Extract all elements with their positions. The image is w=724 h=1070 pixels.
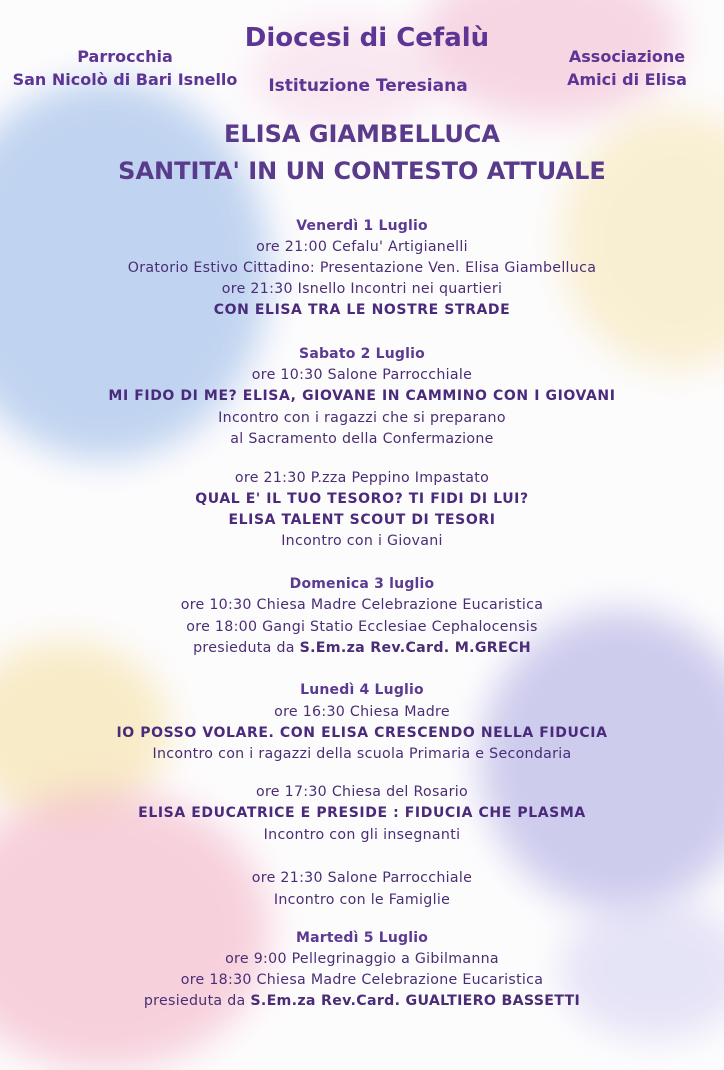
monday-line-1: ore 16:30 Chiesa Madre (274, 704, 450, 720)
institution-subtitle: Istituzione Teresiana (268, 76, 468, 96)
association-line-2: Amici di Elisa (567, 70, 687, 89)
monday-day-heading: Lunedì 4 Luglio (300, 682, 424, 698)
tuesday-day-heading: Martedì 5 Luglio (295, 930, 429, 946)
monday-line-3: Incontro con i ragazzi della scuola Primaria e Secondaria (152, 746, 572, 762)
sunday-line-1: ore 10:30 Chiesa Madre Celebrazione Eucaristica (180, 597, 544, 613)
association-line-1: Associazione (568, 47, 686, 66)
saturday-line-8: Incontro con i Giovani (281, 533, 443, 549)
saturday-line-1: ore 10:30 Salone Parrocchiale (251, 367, 473, 383)
event-title-line-1: ELISA GIAMBELLUCA (223, 120, 500, 148)
parish-line-1: Parrocchia (77, 47, 173, 66)
tuesday-cardinal-name: S.Em.za Rev.Card. GUALTIERO BASSETTI (250, 993, 581, 1009)
tuesday-presided-prefix: presieduta da (143, 993, 251, 1009)
friday-day-heading: Venerdì 1 Luglio (296, 218, 428, 234)
saturday-line-4: al Sacramento della Confermazione (230, 431, 494, 447)
tuesday-line-3 (0, 991, 724, 1012)
saturday-line-5: ore 21:30 P.zza Peppino Impastato (234, 470, 490, 486)
monday-line-2: IO POSSO VOLARE. CON ELISA CRESCENDO NELLA FIDUCIA (116, 725, 608, 741)
association-label (546, 45, 708, 91)
friday-line-2: Oratorio Estivo Cittadino: Presentazione Ven. Elisa Giambelluca (127, 260, 597, 276)
tuesday-line-2: ore 18:30 Chiesa Madre Celebrazione Eucaristica (180, 972, 544, 988)
monday-line-5: ELISA EDUCATRICE E PRESIDE : FIDUCIA CHE PLASMA (138, 805, 586, 821)
sunday-presided-prefix: presieduta da (193, 640, 300, 656)
event-title-line-2: SANTITA' IN UN CONTESTO ATTUALE (118, 157, 606, 185)
saturday-line-7: ELISA TALENT SCOUT DI TESORI (228, 512, 496, 528)
monday-line-7: ore 21:30 Salone Parrocchiale (251, 870, 473, 886)
event-title (0, 116, 724, 190)
monday-line-4: ore 17:30 Chiesa del Rosario (255, 784, 469, 800)
sunday-line-2: ore 18:00 Gangi Statio Ecclesiae Cephalocensis (186, 619, 538, 635)
diocese-title: Diocesi di Cefalù (244, 23, 490, 53)
saturday-line-6: QUAL E' IL TUO TESORO? TI FIDI DI LUI? (195, 491, 529, 507)
saturday-line-2: MI FIDO DI ME? ELISA, GIOVANE IN CAMMINO CON I GIOVANI (108, 388, 616, 404)
friday-line-3: ore 21:30 Isnello Incontri nei quartieri (221, 281, 503, 297)
sunday-day-heading: Domenica 3 luglio (289, 576, 435, 592)
monday-line-6: Incontro con gli insegnanti (263, 827, 461, 843)
saturday-line-3: Incontro con i ragazzi che si preparano (218, 410, 506, 426)
friday-line-4: CON ELISA TRA LE NOSTRE STRADE (213, 302, 511, 318)
sunday-line-3 (0, 638, 724, 659)
parish-line-2: San Nicolò di Bari Isnello (12, 70, 238, 89)
saturday-day-heading: Sabato 2 Luglio (299, 346, 425, 362)
monday-line-8: Incontro con le Famiglie (273, 892, 451, 908)
sunday-cardinal-name: S.Em.za Rev.Card. M.GRECH (299, 640, 531, 656)
friday-line-1: ore 21:00 Cefalu' Artigianelli (256, 239, 468, 255)
tuesday-line-1: ore 9:00 Pellegrinaggio a Gibilmanna (225, 951, 499, 967)
